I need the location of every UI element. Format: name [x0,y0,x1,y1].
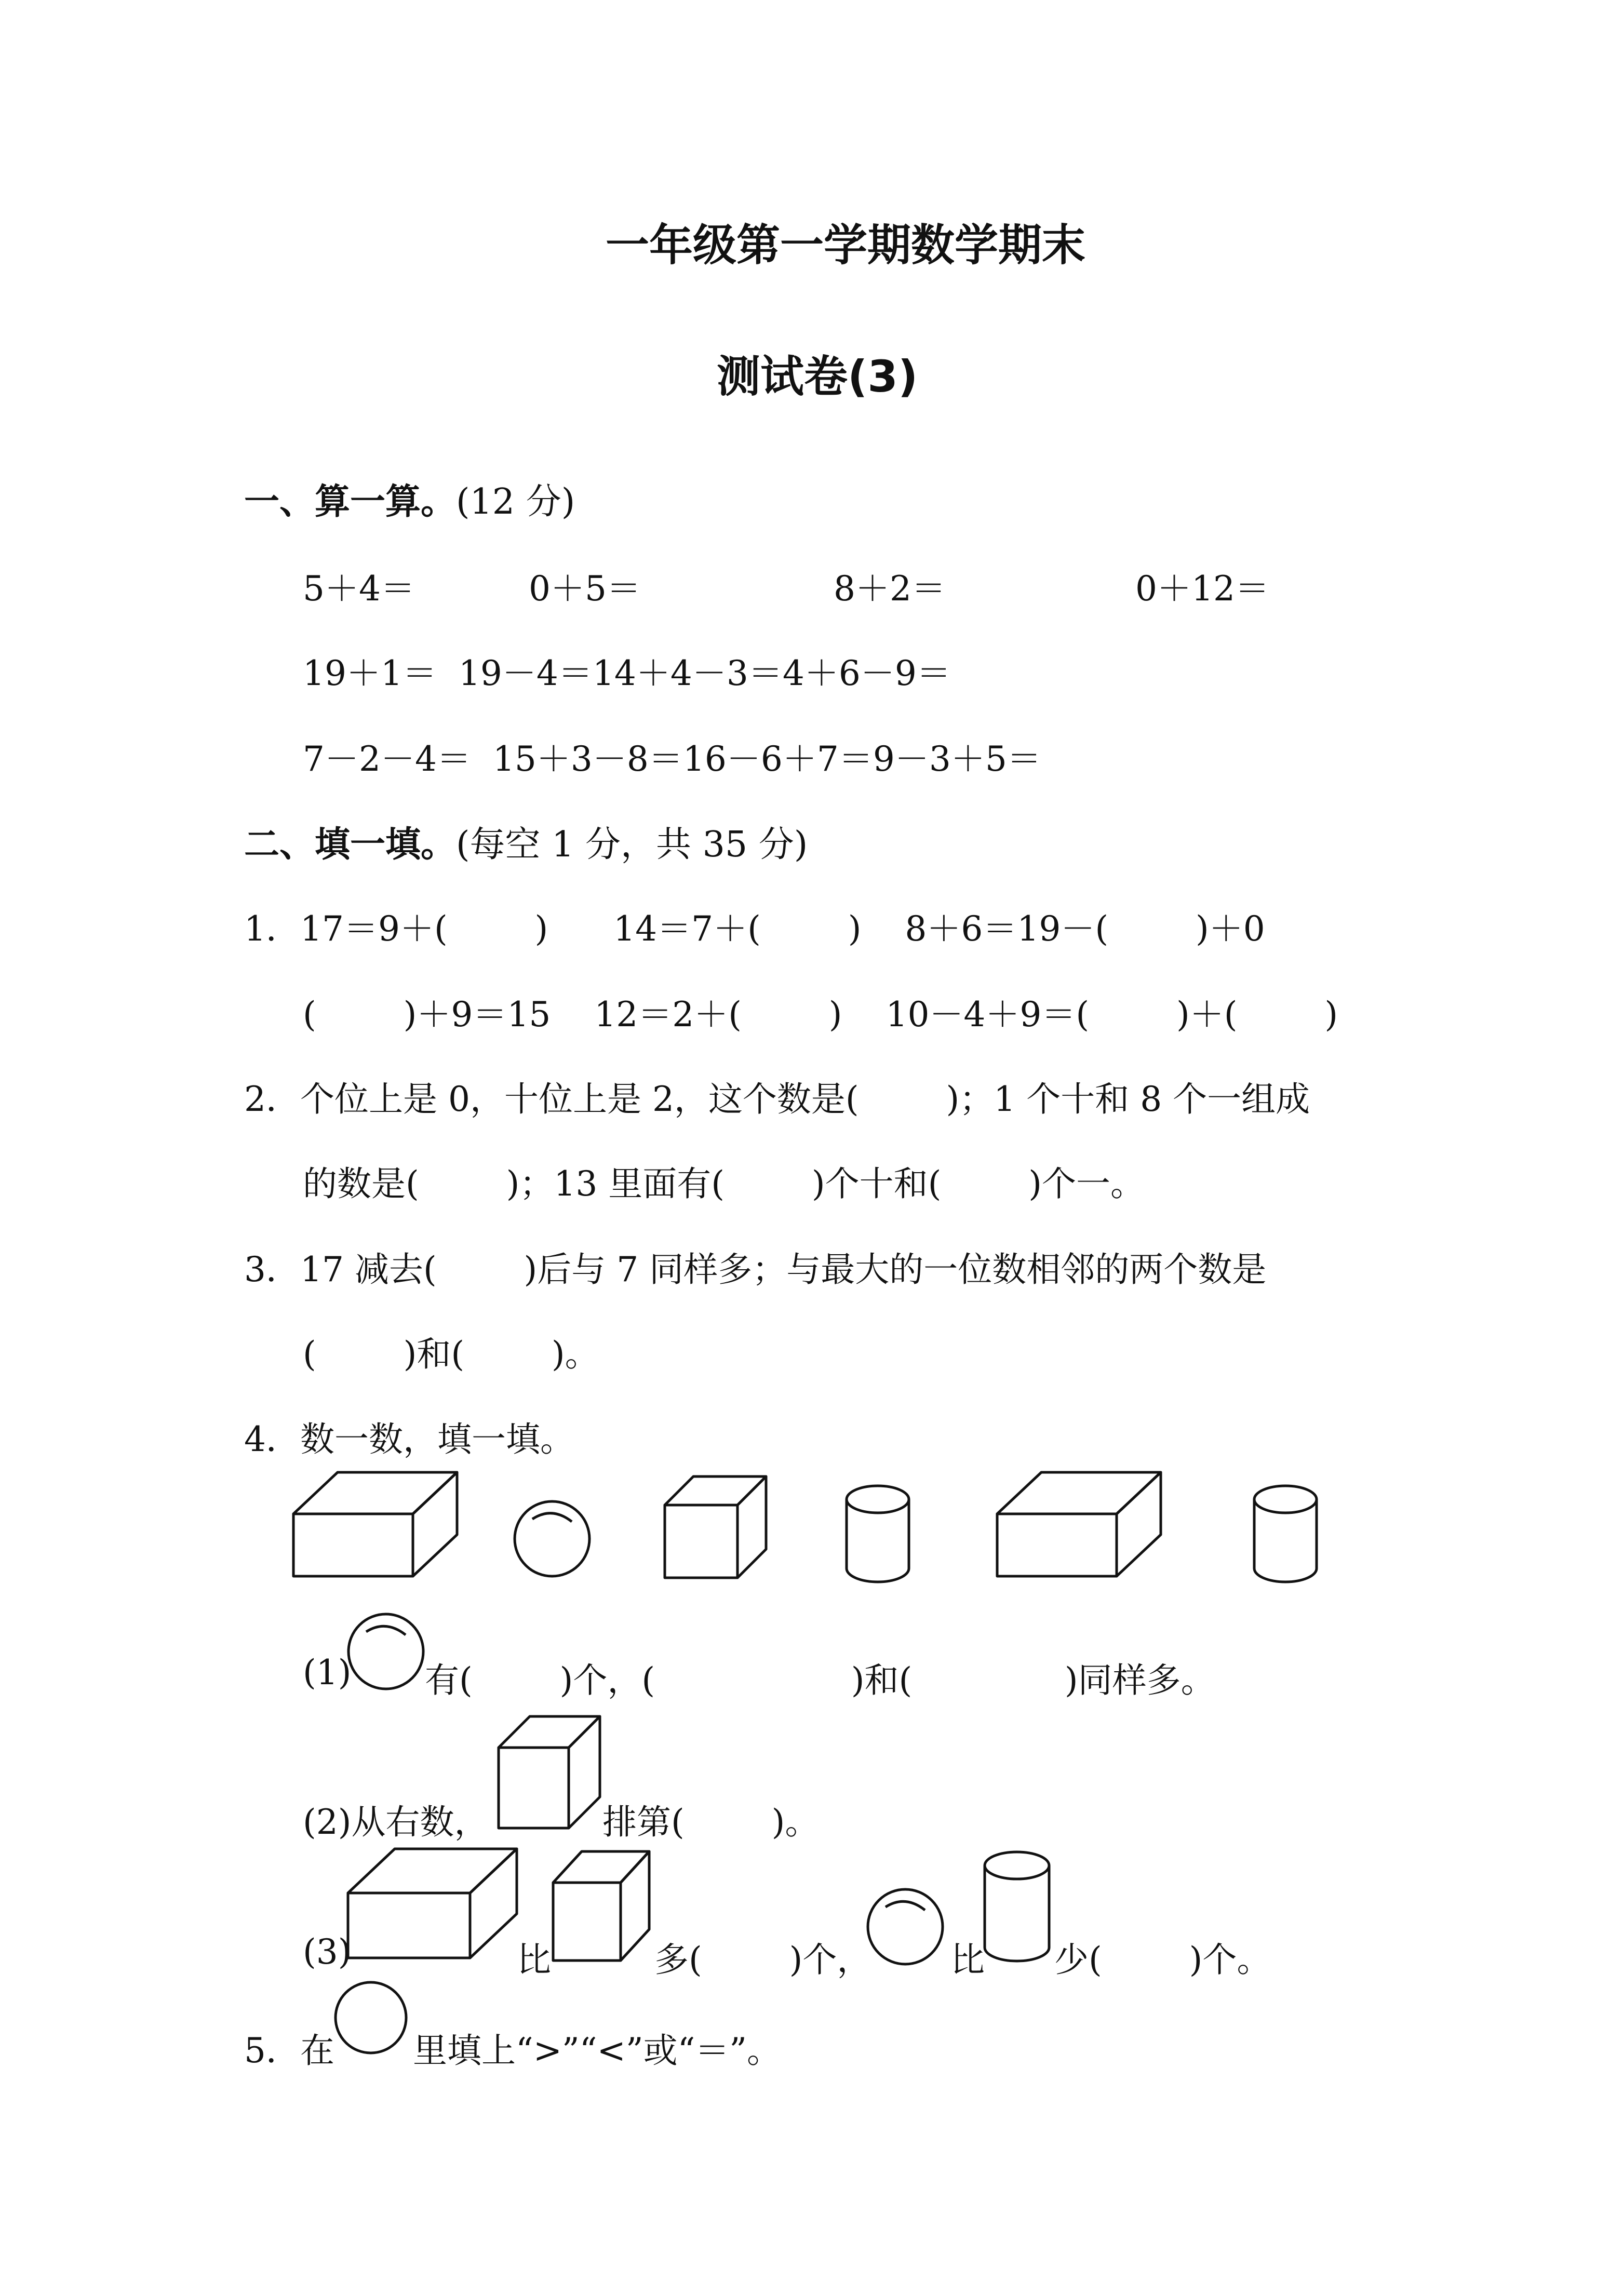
q2-line-2: 的数是( )；13 里面有( )个十和( )个一。 [303,1164,1145,1204]
q3-line-1: 3．17 减去( )后与 7 同样多；与最大的一位数相邻的两个数是 [244,1250,1267,1290]
cylinder-icon-q3 [982,1849,1054,1966]
sphere-icon-q3 [865,1885,948,1968]
q4-2-text: 排第( )。 [602,1802,820,1842]
sphere-icon-1 [512,1498,595,1581]
q4-3-bi-2: 比 [950,1940,985,1980]
cylinder-icon-1 [844,1483,914,1587]
q4-3-prefix: (3) [303,1932,352,1972]
calc-2: 0＋5＝ [529,569,641,609]
q4-heading: 4．数一数，填一填。 [244,1419,574,1459]
calc-1: 5＋4＝ [303,569,415,609]
title-line-2: 测试卷(3) [717,351,918,402]
calc-row-2: 19＋1＝ 19－4＝14＋4－3＝4＋6－9＝ [303,653,951,693]
q5-text: 里填上“>”“<”或“＝”。 [413,2031,782,2071]
section-1-title: 一、算一算。 [244,481,457,522]
cuboid-icon-2 [995,1470,1166,1584]
calc-3: 8＋2＝ [834,569,946,609]
section-1-heading [244,474,575,524]
cuboid-icon-q3 [345,1846,522,1966]
q4-3-less: 少( )个。 [1054,1940,1271,1980]
circle-blank-icon [333,1979,411,2057]
title-line-1: 一年级第一学期数学期末 [606,220,1086,271]
q4-3-bi-1: 比 [517,1940,551,1980]
cube-icon-q3 [551,1849,654,1966]
q1-line-2: ( )＋9＝15 12＝2＋( ) 10－4＋9＝( )＋( ) [303,995,1338,1035]
cylinder-icon-2 [1252,1483,1322,1587]
section-2-heading [244,816,808,867]
section-1-score: (12 分) [456,481,575,522]
q3-line-2: ( )和( )。 [303,1334,599,1374]
q5-prefix: 5．在 [244,2031,334,2071]
calc-row-3: 7－2－4＝ 15＋3－8＝16－6＋7＝9－3＋5＝ [303,739,1041,779]
calc-4: 0＋12＝ [1135,569,1269,609]
cube-icon-q2 [496,1714,605,1833]
cube-icon-1 [662,1474,771,1583]
q1-line-1: 1．17＝9＋( ) 14＝7＋( ) 8＋6＝19－( )＋0 [244,909,1265,949]
cuboid-icon-1 [291,1470,462,1584]
q4-1-prefix: (1) [303,1653,352,1693]
q2-line-1: 2．个位上是 0，十位上是 2，这个数是( )；1 个十和 8 个一组成 [244,1079,1310,1119]
q4-3-more: 多( )个， [654,1940,871,1980]
q4-2-prefix: (2)从右数， [303,1802,489,1842]
section-2-score: (每空 1 分，共 35 分) [456,824,808,865]
section-2-title: 二、填一填。 [244,824,457,865]
sphere-icon-q1 [345,1610,428,1693]
q4-1-text: 有( )个，( )和( )同样多。 [425,1660,1215,1700]
